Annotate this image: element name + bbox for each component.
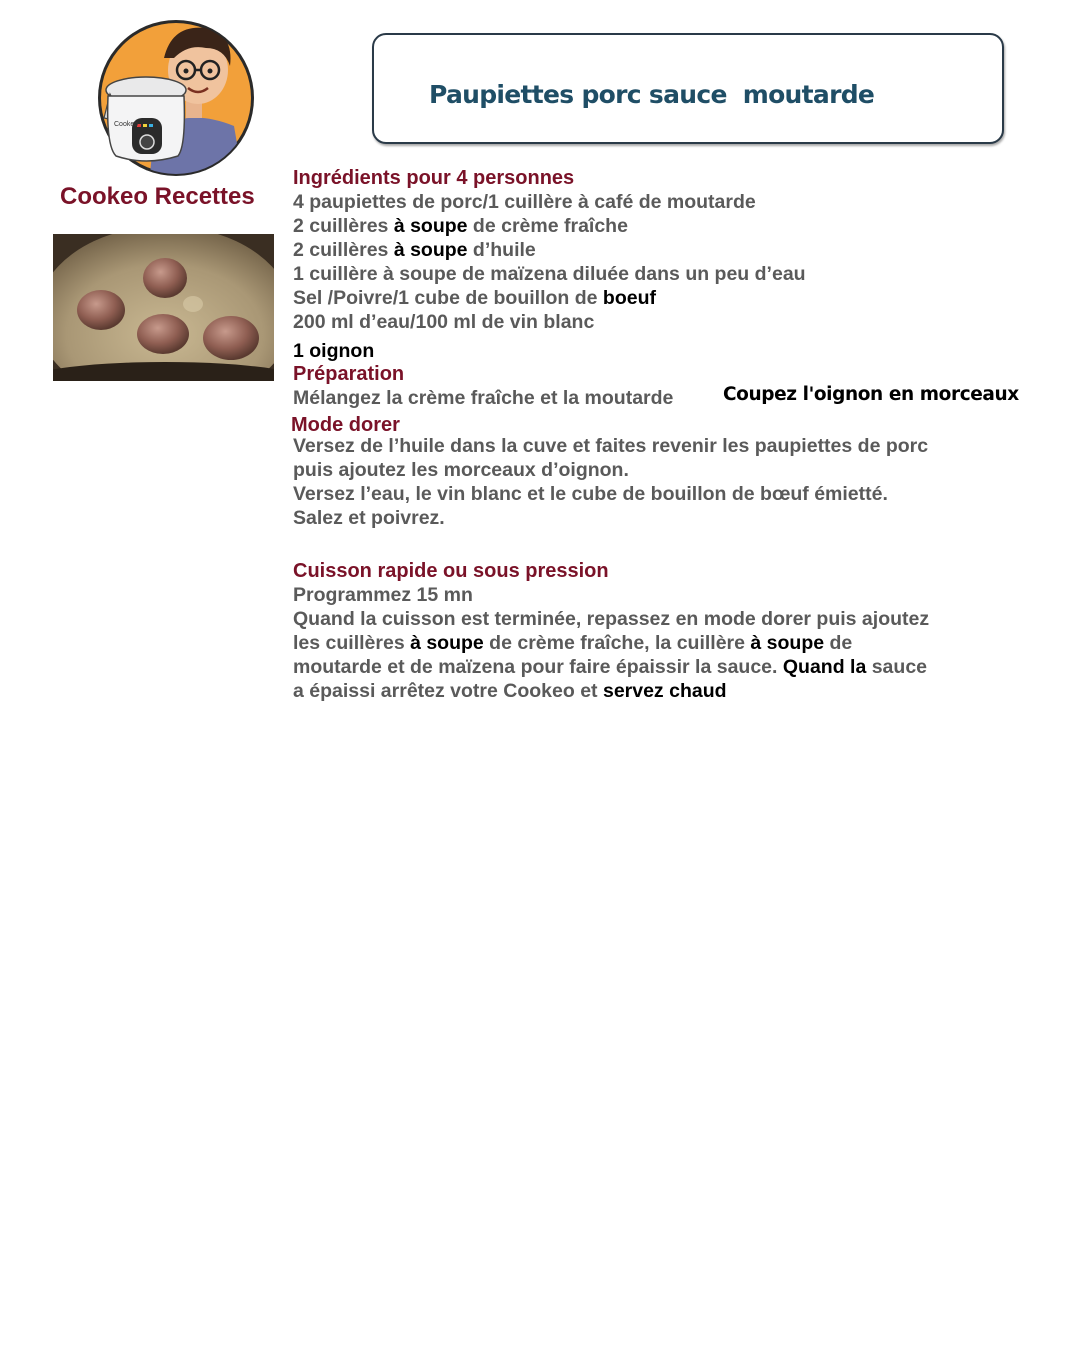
paupiettes-dish-photo-icon — [53, 234, 274, 381]
ingredient-line: 2 cuillères à soupe d’huile — [293, 239, 536, 261]
ingredient-line: 1 cuillère à soupe de maïzena diluée dans un peu d’eau — [293, 263, 806, 285]
preparation-step: Coupez l'oignon en morceaux — [723, 384, 1019, 405]
ingredient-line: 1 oignon — [293, 340, 375, 362]
cuisson-step: Programmez 15 mn — [293, 584, 473, 606]
chef-logo-icon — [94, 14, 258, 182]
dorer-step: Salez et poivrez. — [293, 507, 445, 529]
cuisson-step: Quand la cuisson est terminée, repassez en mode dorer puis ajoutez — [293, 608, 930, 630]
cuisson-heading: Cuisson rapide ou sous pression — [293, 560, 609, 582]
mode-dorer-heading: Mode dorer — [291, 414, 400, 436]
recipe-title: Paupiettes porc sauce moutarde — [429, 80, 875, 109]
cuisson-step: les cuillères à soupe de crème fraîche, la cuillère à soupe de — [293, 632, 853, 654]
dorer-step: puis ajoutez les morceaux d’oignon. — [293, 459, 629, 481]
preparation-step: Mélangez la crème fraîche et la moutarde — [293, 387, 674, 409]
ingredient-line: 2 cuillères à soupe de crème fraîche — [293, 215, 628, 237]
ingredient-line: Sel /Poivre/1 cube de bouillon de boeuf — [293, 287, 656, 309]
ingredient-line: 200 ml d’eau/100 ml de vin blanc — [293, 311, 595, 333]
dorer-step: Versez de l’huile dans la cuve et faites revenir les paupiettes de porc — [293, 435, 929, 457]
cuisson-step: moutarde et de maïzena pour faire épaissir la sauce. Quand la sauce — [293, 656, 928, 678]
preparation-heading: Préparation — [293, 363, 405, 385]
brand-name: Cookeo Recettes — [60, 183, 255, 210]
ingredient-line: 4 paupiettes de porc/1 cuillère à café de moutarde — [293, 191, 756, 213]
cooker-label: Cookeo — [114, 121, 139, 128]
ingredients-heading: Ingrédients pour 4 personnes — [293, 167, 575, 189]
recipe-title-box — [372, 33, 1004, 144]
cuisson-step: a épaissi arrêtez votre Cookeo et servez chaud — [293, 680, 727, 702]
dorer-step: Versez l’eau, le vin blanc et le cube de bouillon de bœuf émietté. — [293, 483, 888, 505]
